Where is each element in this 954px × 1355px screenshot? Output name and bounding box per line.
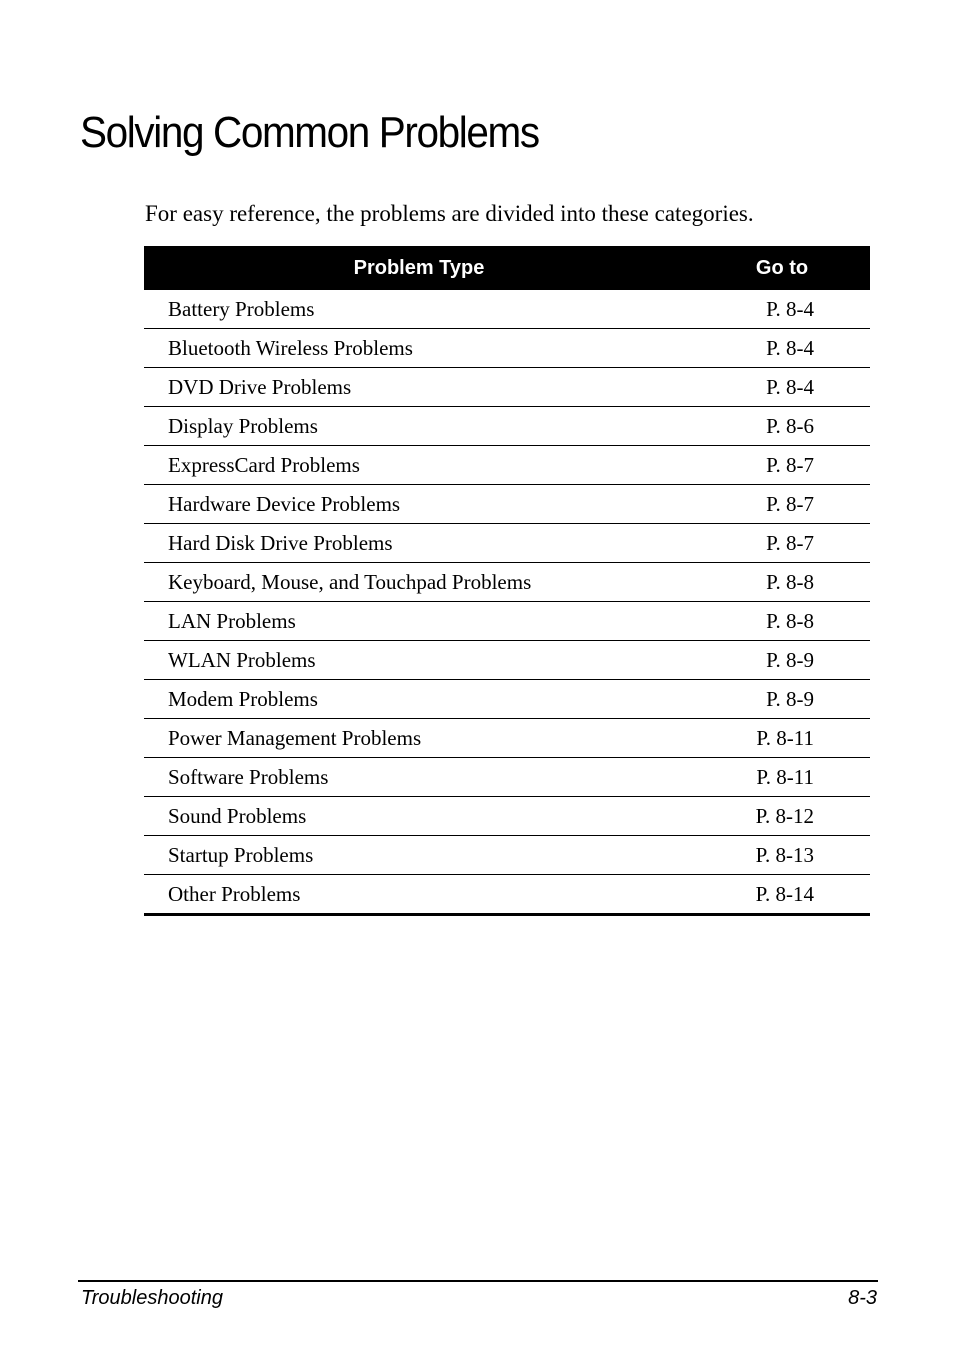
table-row	[144, 875, 870, 916]
page-reference-cell: P. 8-7	[766, 491, 814, 516]
table-row	[144, 368, 870, 407]
problem-type-cell: Power Management Problems	[168, 725, 422, 750]
table-body	[144, 290, 870, 916]
page-reference-cell: P. 8-7	[766, 452, 814, 477]
problem-type-cell: Battery Problems	[168, 296, 315, 321]
header-go-to: Go to	[755, 256, 809, 279]
page-reference-cell: P. 8-6	[766, 413, 814, 438]
problem-type-cell: Hardware Device Problems	[168, 491, 401, 516]
table-header	[144, 246, 870, 290]
page-reference-cell: P. 8-14	[755, 881, 814, 906]
page-reference-cell: P. 8-12	[755, 803, 814, 828]
problem-type-cell: Bluetooth Wireless Problems	[168, 335, 413, 360]
table-row	[144, 485, 870, 524]
page-reference-cell: P. 8-8	[766, 569, 814, 594]
intro-text: For easy reference, the problems are divided into these categories.	[145, 201, 754, 226]
page-reference-cell: P. 8-7	[766, 530, 814, 555]
table-row	[144, 680, 870, 719]
footer-section: Troubleshooting	[81, 1287, 223, 1309]
table-row	[144, 797, 870, 836]
table-row	[144, 329, 870, 368]
table-row	[144, 836, 870, 875]
page-reference-cell: P. 8-11	[756, 725, 814, 750]
problem-type-cell: Sound Problems	[168, 803, 307, 828]
table-row	[144, 407, 870, 446]
problem-type-cell: Modem Problems	[168, 686, 318, 711]
problem-type-cell: Other Problems	[168, 881, 301, 906]
page-reference-cell: P. 8-4	[766, 335, 814, 360]
problem-table	[144, 246, 870, 916]
problem-type-cell: Keyboard, Mouse, and Touchpad Problems	[168, 569, 532, 594]
footer-rule	[78, 1280, 878, 1282]
page-reference-cell: P. 8-11	[756, 764, 814, 789]
table-row	[144, 719, 870, 758]
page-reference-cell: P. 8-4	[766, 296, 814, 321]
page-reference-cell: P. 8-4	[766, 374, 814, 399]
problem-type-cell: DVD Drive Problems	[168, 374, 352, 399]
header-problem-type: Problem Type	[353, 256, 485, 279]
table-row	[144, 563, 870, 602]
problem-type-cell: Hard Disk Drive Problems	[168, 530, 393, 555]
page-title: Solving Common Problems	[80, 108, 539, 157]
page-reference-cell: P. 8-9	[766, 647, 814, 672]
table-row	[144, 602, 870, 641]
problem-type-cell: LAN Problems	[168, 608, 296, 633]
table-row	[144, 641, 870, 680]
table-row	[144, 290, 870, 329]
table-row	[144, 446, 870, 485]
footer-page-number: 8-3	[848, 1287, 877, 1309]
table-row	[144, 758, 870, 797]
problem-type-cell: ExpressCard Problems	[168, 452, 360, 477]
problem-type-cell: Software Problems	[168, 764, 329, 789]
problem-type-cell: Startup Problems	[168, 842, 314, 867]
table-row	[144, 524, 870, 563]
page-reference-cell: P. 8-8	[766, 608, 814, 633]
page-reference-cell: P. 8-9	[766, 686, 814, 711]
problem-type-cell: WLAN Problems	[168, 647, 316, 672]
page-reference-cell: P. 8-13	[755, 842, 814, 867]
problem-type-cell: Display Problems	[168, 413, 318, 438]
